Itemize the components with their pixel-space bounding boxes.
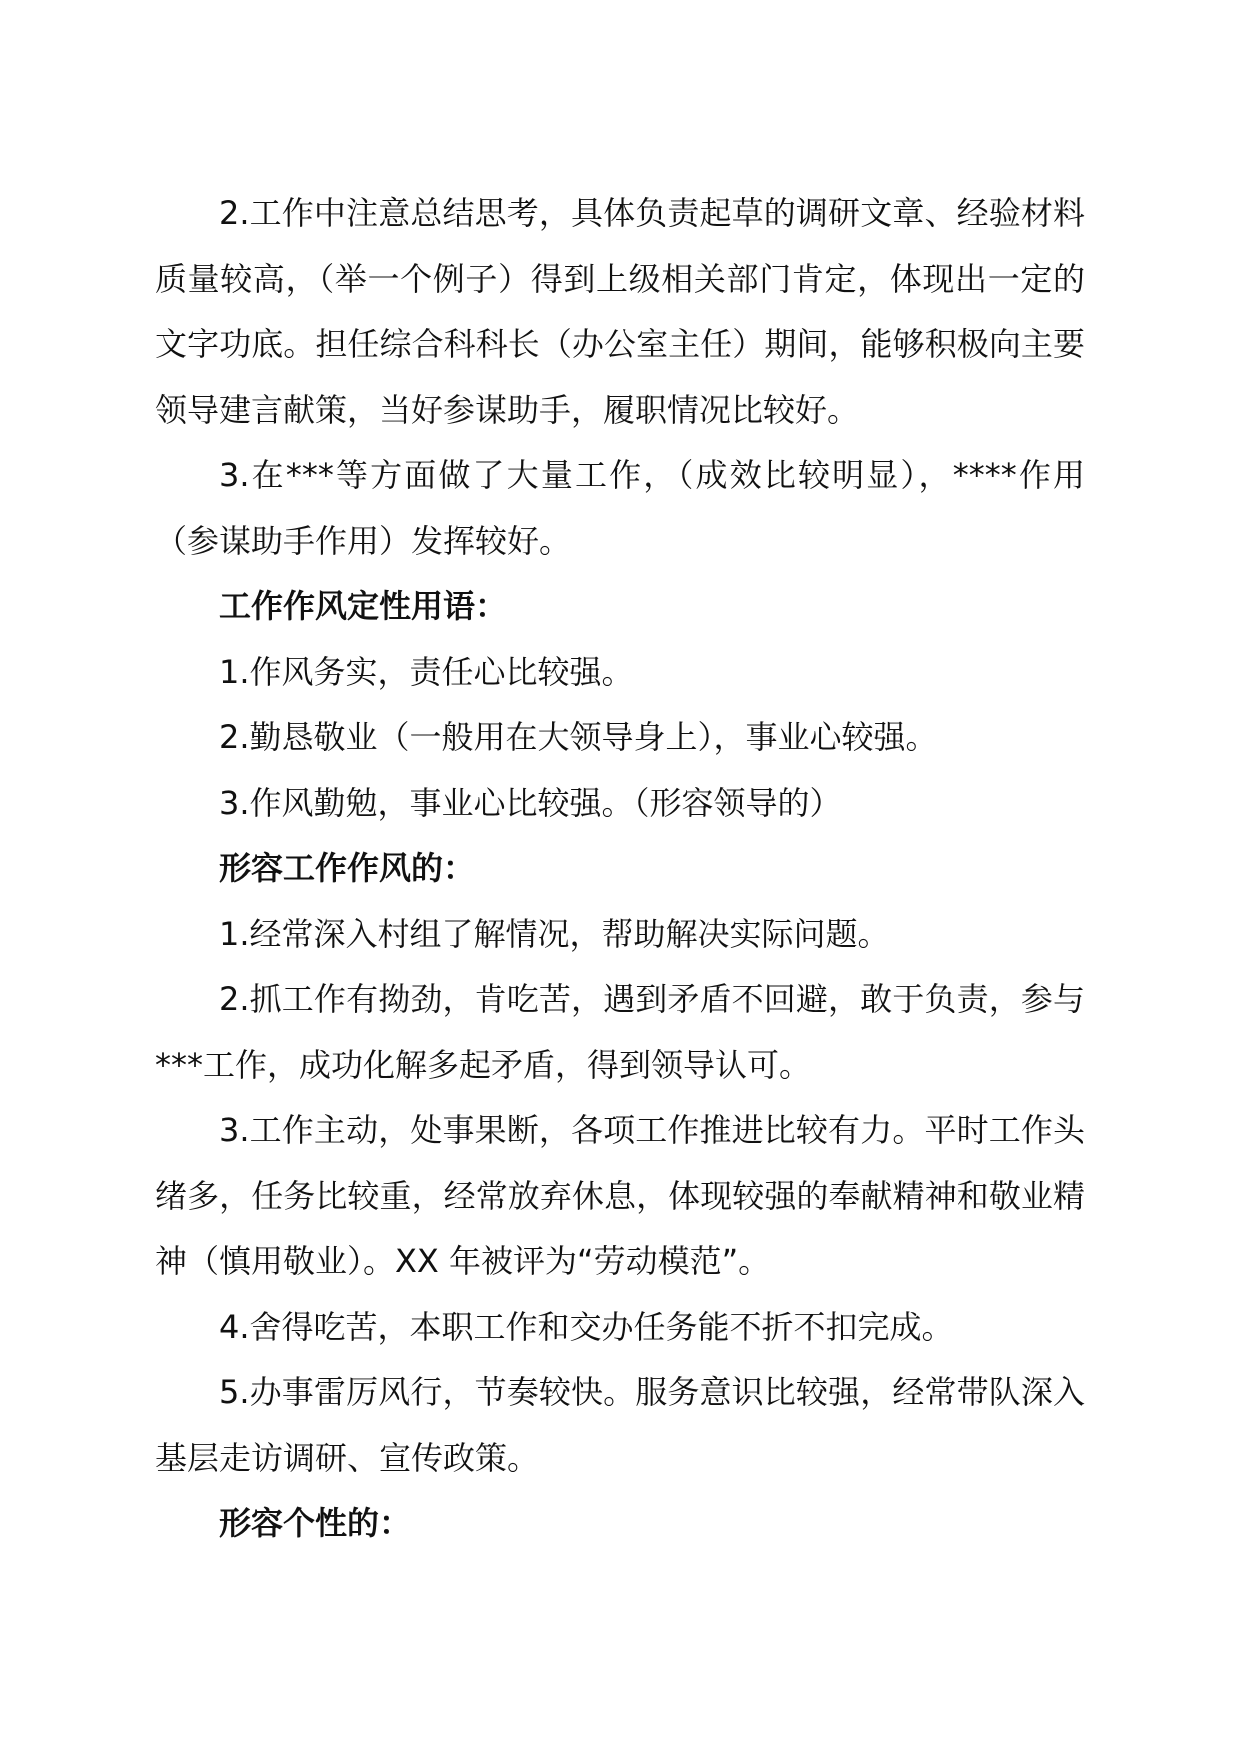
paragraph-item: 3.作风勤勉，事业心比较强。（形容领导的） xyxy=(219,783,842,822)
paragraph-item: 2.抓工作有拗劲，肯吃苦，遇到矛盾不回避，敢于负责，参与***工作，成功化解多起矛盾，得到领导认可。 xyxy=(155,980,1085,1084)
section-heading: 工作作风定性用语： xyxy=(219,587,508,625)
paragraph-item: 5.办事雷厉风行，节奏较快。服务意识比较强，经常带队深入基层走访调研、宣传政策。 xyxy=(155,1373,1085,1477)
paragraph-item: 1.经常深入村组了解情况，帮助解决实际问题。 xyxy=(219,914,890,953)
paragraph-item: 3.工作主动，处事果断，各项工作推进比较有力。平时工作头绪多，任务比较重，经常放弃休息，体现较强的奉献精神和敬业精神（慎用敬业）。XX 年被评为“劳动模范”。 xyxy=(155,1111,1085,1280)
section-heading: 形容工作作风的： xyxy=(219,849,476,887)
section-heading: 形容个性的： xyxy=(219,1504,412,1542)
paragraph-item: 1.作风务实，责任心比较强。 xyxy=(219,652,634,691)
paragraph-item: 4.舍得吃苦，本职工作和交办任务能不折不扣完成。 xyxy=(219,1307,954,1346)
paragraph-item: 2.工作中注意总结思考，具体负责起草的调研文章、经验材料质量较高，（举一个例子）得到上级相关部门肯定，体现出一定的文字功底。担任综合科科长（办公室主任）期间，能够积极向主要领导建言献策，当好参谋助手，履职情况比较好。 xyxy=(155,194,1085,429)
paragraph-item: 2.勤恳敬业（一般用在大领导身上），事业心较强。 xyxy=(219,718,938,756)
document-page xyxy=(155,181,1085,1557)
paragraph-item: 3.在***等方面做了大量工作，（成效比较明显），****作用（参谋助手作用）发挥较好。 xyxy=(155,456,1085,560)
